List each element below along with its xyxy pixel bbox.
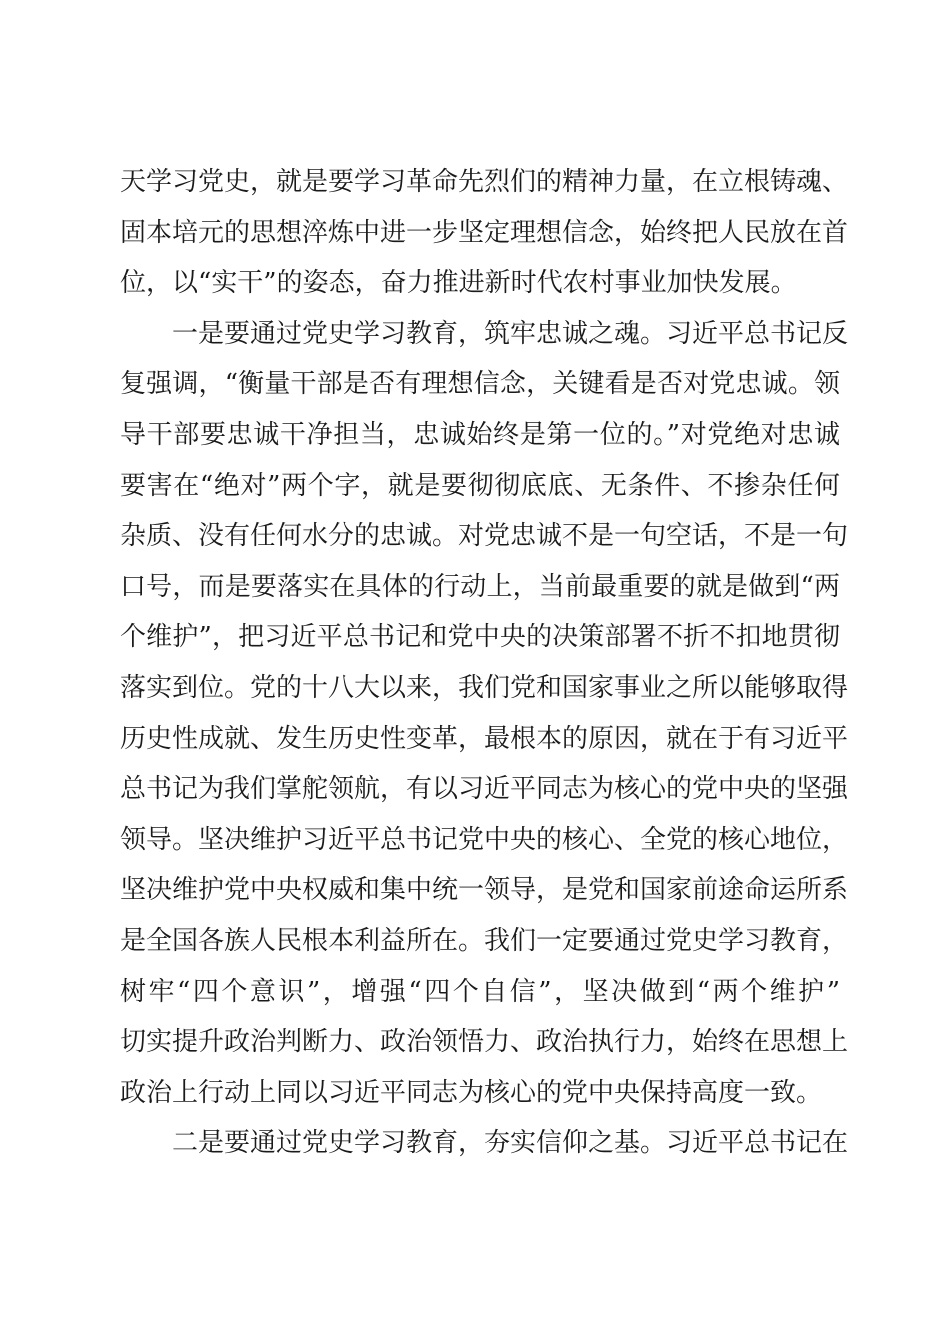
text-line-20: 二是要通过党史学习教育，夯实信仰之基。习近平总书记在 [172,1128,849,1159]
text-line-14: 领导。坚决维护习近平总书记党中央的核心、全党的核心地位， [120,824,849,855]
body-text [120,157,849,1169]
text-line-18: 切实提升政治判断力、政治领悟力、政治执行力，始终在思想上 [120,1027,849,1058]
text-line-8: 杂质、没有任何水分的忠诚。对党忠诚不是一句空话，不是一句 [120,521,849,552]
text-line-19: 政治上行动上同以习近平同志为核心的党中央保持高度一致。 [120,1077,823,1108]
text-line-5: 复强调，“衡量干部是否有理想信念，关键看是否对党忠诚。领 [120,369,840,400]
text-line-10: 个维护”，把习近平总书记和党中央的决策部署不折不扣地贯彻 [120,622,840,653]
text-line-7: 要害在“绝对”两个字，就是要彻彻底底、无条件、不掺杂任何 [120,470,840,501]
text-line-16: 是全国各族人民根本利益所在。我们一定要通过党史学习教育， [120,925,849,956]
text-line-15: 坚决维护党中央权威和集中统一领导，是党和国家前途命运所系 [120,875,849,906]
text-line-3: 位，以“实干”的姿态，奋力推进新时代农村事业加快发展。 [120,268,797,299]
text-line-9: 口号，而是要落实在具体的行动上，当前最重要的就是做到“两 [120,571,840,602]
text-line-2: 固本培元的思想淬炼中进一步坚定理想信念，始终把人民放在首 [120,217,849,248]
text-line-13: 总书记为我们掌舵领航，有以习近平同志为核心的党中央的坚强 [120,774,849,805]
text-line-12: 历史性成就、发生历史性变革，最根本的原因，就在于有习近平 [120,723,849,754]
text-line-11: 落实到位。党的十八大以来，我们党和国家事业之所以能够取得 [120,672,849,703]
text-line-6: 导干部要忠诚干净担当，忠诚始终是第一位的。”对党绝对忠诚 [120,419,840,450]
text-line-4: 一是要通过党史学习教育，筑牢忠诚之魂。习近平总书记反 [172,318,849,349]
text-line-1: 天学习党史，就是要学习革命先烈们的精神力量，在立根铸魂、 [120,167,849,197]
text-line-17: 树牢“四个意识”，增强“四个自信”，坚决做到“两个维护” [120,976,840,1007]
